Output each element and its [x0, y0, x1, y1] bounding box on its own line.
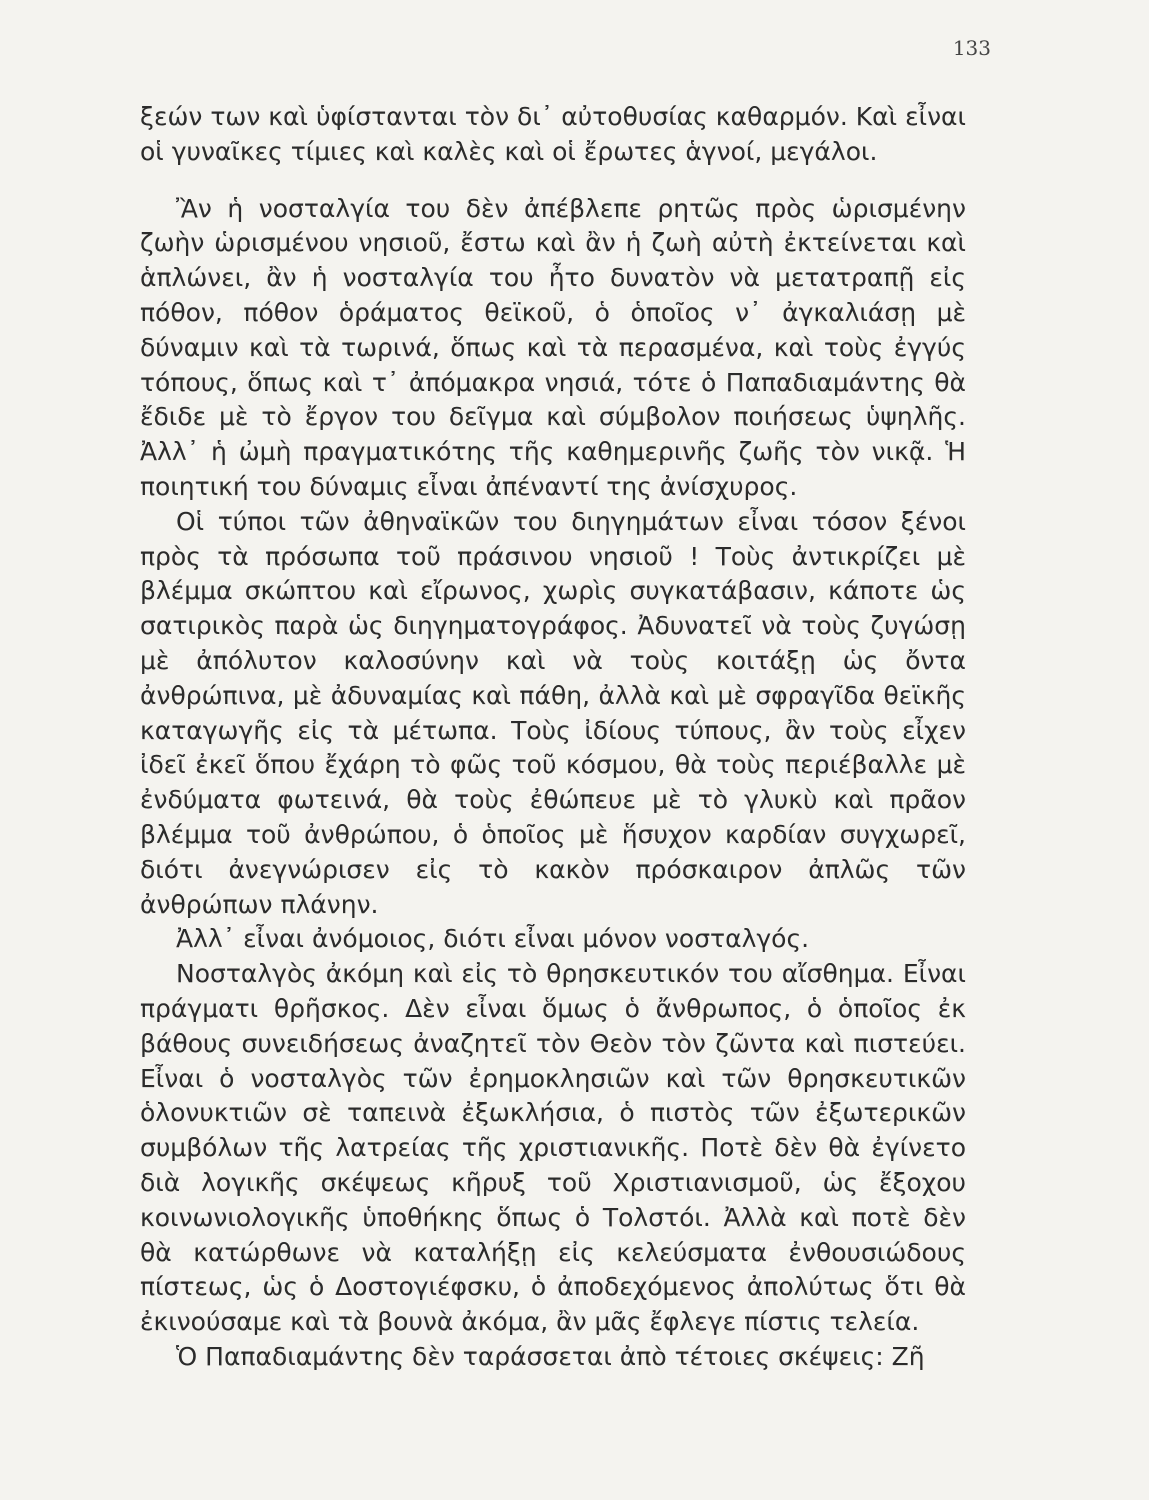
body-text: [140, 100, 966, 1375]
paragraph-religious: Νοσταλγὸς ἀκόμη καὶ εἰς τὸ θρησκευτικόν του αἴσθημα. Εἶναι πράγματι θρῆσκος. Δὲν εἶναι ὅμως ὁ ἄνθρωπος, ὁ ὁποῖος ἐκ βάθους συνειδήσεως ἀναζητεῖ τὸν Θεὸν τὸν ζῶντα καὶ πιστεύει. Εἶναι ὁ νοσταλγὸς τῶν ἐρημοκλησιῶν καὶ τῶν θρησκευτικῶν ὁλονυκτιῶν σὲ ταπεινὰ ἐξωκλήσια, ὁ πιστὸς τῶν ἐξωτερικῶν συμβόλων τῆς λατρείας τῆς χριστιανικῆς. Ποτὲ δὲν θὰ ἐγίνετο διὰ λογικῆς σκέψεως κῆρυξ τοῦ Χριστιανισμοῦ, ὡς ἔξοχου κοινωνιολογικῆς ὑποθήκης ὅπως ὁ Τολστόι. Ἀλλὰ καὶ ποτὲ δὲν θὰ κατώρθωνε νὰ καταλήξῃ εἰς κελεύσματα ἐνθουσιώδους πίστεως, ὡς ὁ Δοστογιέφσκυ, ὁ ἀποδεχόμενος ἀπολύτως ὅτι θὰ ἐκινούσαμε καὶ τὰ βουνὰ ἀκόμα, ἂν μᾶς ἔφλεγε πίστις τελεία.: [140, 959, 966, 1337]
paragraph-final: Ὁ Παπαδιαμάντης δὲν ταράσσεται ἀπὸ τέτοιες σκέψεις: Ζῆ: [176, 1341, 925, 1371]
paragraph-continued: ξεών των καὶ ὑφίστανται τὸν δι᾽ αὐτοθυσίας καθαρμόν. Καὶ εἶναι οἱ γυναῖκες τίμιες καὶ καλὲς καὶ οἱ ἔρωτες ἁγνοί, μεγάλοι.: [140, 102, 966, 166]
page-number: 133: [952, 36, 991, 60]
paragraph-athenian-types: Οἱ τύποι τῶν ἀθηναϊκῶν του διηγημάτων εἶναι τόσον ξένοι πρὸς τὰ πρόσωπα τοῦ πράσινου νησιοῦ ! Τοὺς ἀντικρίζει μὲ βλέμμα σκώπτου καὶ εἴρωνος, χωρὶς συγκατάβασιν, κάποτε ὡς σατιρικὸς παρὰ ὡς διηγηματογράφος. Ἀδυνατεῖ νὰ τοὺς ζυγώσῃ μὲ ἀπόλυτον καλοσύνην καὶ νὰ τοὺς κοιτάξῃ ὡς ὄντα ἀνθρώπινα, μὲ ἀδυναμίας καὶ πάθη, ἀλλὰ καὶ μὲ σφραγῖδα θεϊκῆς καταγωγῆς εἰς τὰ μέτωπα. Τοὺς ἰδίους τύπους, ἂν τοὺς εἶχεν ἰδεῖ ἐκεῖ ὅπου ἔχάρη τὸ φῶς τοῦ κόσμου, θὰ τοὺς περιέβαλλε μὲ ἐνδύματα φωτεινά, θὰ τοὺς ἐθώπευε μὲ τὸ γλυκὺ καὶ πρᾶον βλέμμα τοῦ ἀνθρώπου, ὁ ὁποῖος μὲ ἥσυχον καρδίαν συγχωρεῖ, διότι ἀνεγνώρισεν εἰς τὸ κακὸν πρόσκαιρον ἀπλῶς τῶν ἀνθρώπων πλάνην.: [140, 506, 966, 919]
paragraph-nostalgia: Ἂν ἡ νοσταλγία του δὲν ἀπέβλεπε ρητῶς πρὸς ὡρισμένην ζωὴν ὡρισμένου νησιοῦ, ἔστω καὶ ἂν ἡ ζωὴ αὐτὴ ἐκτείνεται καὶ ἁπλώνει, ἂν ἡ νοσταλγία του ἦτο δυνατὸν νὰ μετατραπῇ εἰς πόθον, πόθον ὁράματος θεϊκοῦ, ὁ ὁποῖος ν᾽ ἀγκαλιάσῃ μὲ δύναμιν καὶ τὰ τωρινά, ὅπως καὶ τὰ περασμένα, καὶ τοὺς ἐγγύς τόπους, ὅπως καὶ τ᾽ ἀπόμακρα νησιά, τότε ὁ Παπαδιαμάντης θὰ ἔδιδε μὲ τὸ ἔργον του δεῖγμα καὶ σύμβολον ποιήσεως ὑψηλῆς. Ἀλλ᾽ ἡ ὠμὴ πραγματικότης τῆς καθημερινῆς ζωῆς τὸν νικᾷ. Ἡ ποιητική του δύναμις εἶναι ἀπέναντί της ἀνίσχυρος.: [140, 193, 966, 501]
paragraph-dissimilar: Ἀλλ᾽ εἶναι ἀνόμοιος, διότι εἶναι μόνον νοσταλγός.: [176, 924, 810, 954]
